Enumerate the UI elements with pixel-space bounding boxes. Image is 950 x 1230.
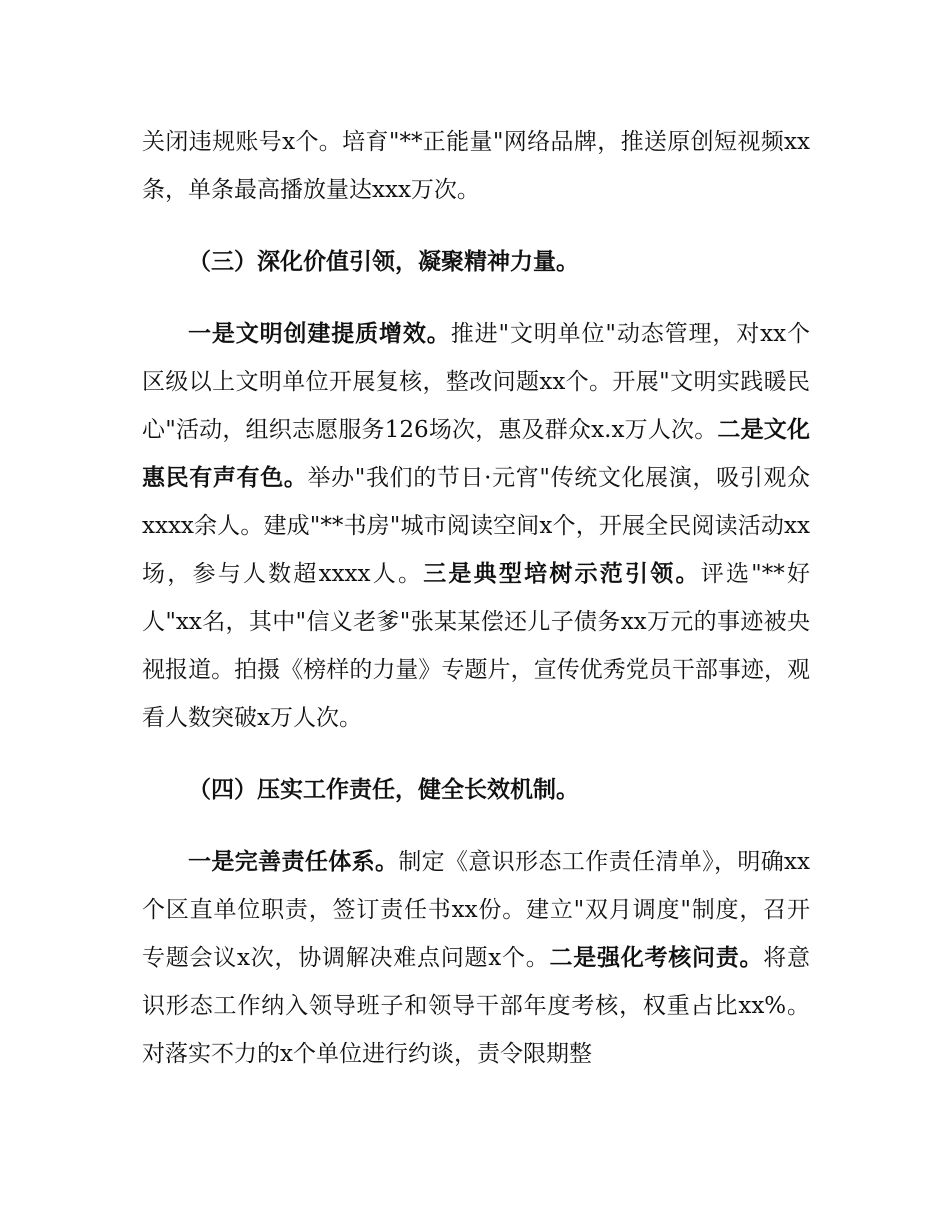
lead-phrase: 三是典型培树示范引领。 <box>423 561 701 587</box>
paragraph-text: 评选"**好人"xx名，其中"信义老爹"张某某偿还儿子债务xx万元的事迹被央视报道。拍摄《榜样的力量》专题片，宣传优秀党员干部事迹，观看人数突破x万人次。 <box>142 561 810 731</box>
lead-phrase: 二是文化惠民有声有色。 <box>142 417 811 491</box>
section-heading-3 <box>142 238 810 286</box>
lead-phrase: 一是完善责任体系。 <box>188 849 399 875</box>
paragraph-text: 举办"我们的节日·元宵"传统文化展演，吸引观众xxxx余人。建成"**书房"城市阅读空间x个，开展全民阅读活动xx场，参与人数超xxxx人。 <box>142 465 811 587</box>
paragraph-text: 将意识形态工作纳入领导班子和领导干部年度考核，权重占比xx%。对落实不力的x个单位进行约谈，责令限期整 <box>142 945 811 1067</box>
section-4-paragraph <box>142 838 810 1078</box>
document-body <box>142 118 810 1078</box>
lead-phrase: 一是文明创建提质增效。 <box>188 321 451 347</box>
section-heading-text: （四）压实工作责任，健全长效机制。 <box>188 777 579 803</box>
section-heading-text: （三）深化价值引领，凝聚精神力量。 <box>188 249 579 275</box>
paragraph-text: 推进"文明单位"动态管理，对xx个区级以上文明单位开展复核，整改问题xx个。开展"文明实践暖民心"活动，组织志愿服务126场次，惠及群众x.x万人次。 <box>142 321 810 443</box>
section-heading-4 <box>142 766 810 814</box>
lead-phrase: 二是强化考核问责。 <box>549 945 764 971</box>
section-3-paragraph <box>142 310 810 742</box>
paragraph-text: 关闭违规账号x个。培育"**正能量"网络品牌，推送原创短视频xx条，单条最高播放量达xxx万次。 <box>142 129 810 203</box>
paragraph-text: 制定《意识形态工作责任清单》，明确xx个区直单位职责，签订责任书xx份。建立"双月调度"制度，召开专题会议x次，协调解决难点问题x个。 <box>142 849 810 971</box>
paragraph-continued <box>142 118 810 214</box>
